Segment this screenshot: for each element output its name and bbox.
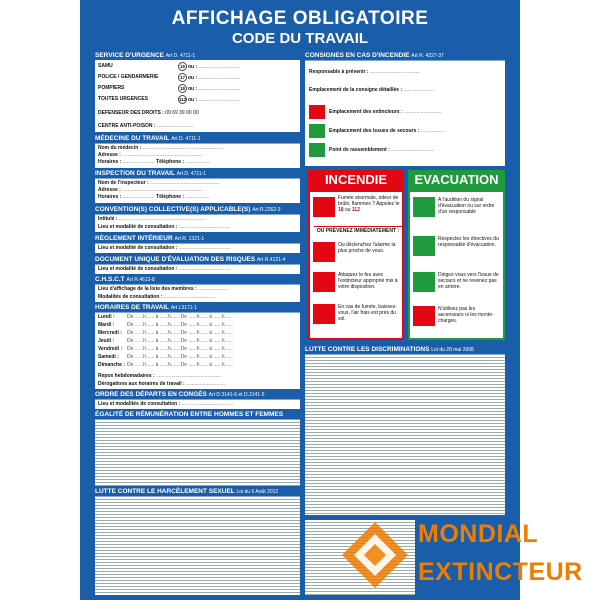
assembly-point-icon	[309, 143, 325, 157]
conventions-heading: CONVENTION(S) COLLECTIVE(S) APPLICABLE(S) Art R.2262-3	[95, 206, 300, 215]
running-man-exit-icon	[413, 272, 435, 292]
consignes-box: Responsable à prévenir : .................................... Emplacement de la consigne détaillée : ...................... Emplacement des extincteurs : ........................... Emplacement des issues de secours : ................. Point de rassemblement : ...............................	[305, 61, 505, 166]
evacuation-box: A l'audition du signal d'évacuation ou sur ordre d'un responsable Respectez les directives du responsable d'évacuation. Dirigez-vous vers l'issue de secours et ne revenez pas en arrière. N'utilisez pas les ascenseurs ni les monte-charges.	[408, 190, 505, 340]
smoke-icon	[313, 304, 335, 324]
poster	[80, 0, 520, 600]
conges-box: Lieu et modalités de consultation : .....................................	[95, 400, 300, 409]
horaires-heading: HORAIRES DE TRAVAIL Art L3171-1	[95, 304, 300, 313]
conges-heading: ORDRE DES DÉPARTS EN CONGÉS Art D.3141-6 et D.3141-5	[95, 391, 300, 400]
document-unique-heading: DOCUMENT UNIQUE D'ÉVALUATION DES RISQUES Art R.4121-4	[95, 256, 300, 265]
egalite-text	[95, 420, 300, 486]
discriminations-text	[305, 355, 505, 515]
alarm-icon	[313, 242, 335, 262]
consignes-heading: CONSIGNES EN CAS D'INCENDIE Art R. 4227-37	[305, 52, 505, 61]
evacuation-heading: EVACUATION	[408, 170, 505, 190]
incendie-heading: INCENDIE	[308, 170, 404, 190]
extinguisher-icon	[309, 105, 325, 119]
medecine-heading: MÉDECINE DU TRAVAIL Art D. 4711-1	[95, 135, 300, 144]
harcelement-text	[95, 497, 300, 595]
no-elevator-icon	[413, 306, 435, 326]
watermark-line2: EXTINCTEUR	[418, 558, 583, 586]
inspection-box: Nom de l'inspecteur : .................................................. Adresse : .......................................................... Horaires : ....................... Téléphone : .................	[95, 179, 300, 203]
conventions-box: Intitulé : .............................................................. Lieu et modalité de consultation : .....................................	[95, 215, 300, 232]
chsct-heading: C.H.S.C.T Art R.4613-8	[95, 276, 300, 285]
egalite-heading: ÉGALITÉ DE RÉMUNÉRATION ENTRE HOMMES ET FEMMES	[95, 411, 300, 420]
inspection-heading: INSPECTION DU TRAVAIL Art D. 4711-1	[95, 170, 300, 179]
poster-title: AFFICHAGE OBLIGATOIRE	[171, 8, 429, 29]
urgence-box: SAMU 15 ou : .............................. POLICE / GENDARMERIE 17 ou : .............................. POMPIERS 18 ou : .............................. TOUTES URGENCES 112 ou : .............................. DÉFENSEUR DES DROITS : 09 69 39 00 00 CENTRE ANTI-POISON : ..........................	[95, 60, 300, 132]
mondial-extincteur-logo	[340, 520, 410, 590]
chsct-box: Lieu d'affichage de la liste des membres : ...................... Modalités de consultation : ......................................	[95, 285, 300, 302]
emergency-exit-icon	[309, 124, 325, 138]
reglement-box: Lieu et modalité de consultation : .....................................	[95, 244, 300, 253]
discriminations-heading: LUTTE CONTRE LES DISCRIMINATIONS Loi du 28 mai 2008	[305, 346, 505, 355]
document-unique-box: Lieu et modalité de consultation : .....................................	[95, 265, 300, 274]
medecine-box: Nom du médecin : .......................................................... Adresse : .......................................................... Horaires : ....................... Téléphone : .................	[95, 144, 300, 168]
fire-extinguisher-icon	[313, 272, 335, 292]
urgence-heading: SERVICE D'URGENCE Art D. 4711-1	[95, 52, 300, 61]
harcelement-heading: LUTTE CONTRE LE HARCÈLEMENT SEXUEL Loi du 6 Août 2012	[95, 488, 300, 497]
responsible-person-icon	[413, 236, 435, 256]
alarm-signal-icon	[413, 197, 435, 217]
phone-icon	[313, 197, 335, 217]
incendie-box: Fumée anormale, odeur de brûlé, flammes ? Appelez le 18 ou 112 OU PRÉVENEZ IMMÉDIATEMENT : Ou déclenchez l'alarme la plus proche de vous. Attaquez le feu avec l'extincteur approprié mis à votre disposition. En cas de fumée, baissez-vous, l'air frais est près du sol.	[308, 190, 404, 340]
watermark-line1: MONDIAL	[418, 520, 539, 548]
reglement-heading: RÈGLEMENT INTÉRIEUR Art R. 1321-1	[95, 235, 300, 244]
poster-subtitle: CODE DU TRAVAIL	[231, 30, 369, 47]
horaires-box: Lundi : Mardi : Mercredi : Jeudi : Vendredi : Samedi : Dimanche : De ......h...... à ......h...... De ......h...... à ......h...... De ......h...... à ......h...... De ......h...... à ......h...... De ......h...... à ......h...... De ......h...... à ......h...... De ......h...... à ......h...... De ......h...... à ......h...... De ......h...... à ......h...... De ......h...... à ......h...... De ......h...... à ......h...... De ......h...... à ......h...... De ......h...... à ......h...... De ......h...... à ......h...... Repos hebdomadaires : ............................................... Dérogations aux horaires de travail : ............................	[95, 313, 300, 389]
